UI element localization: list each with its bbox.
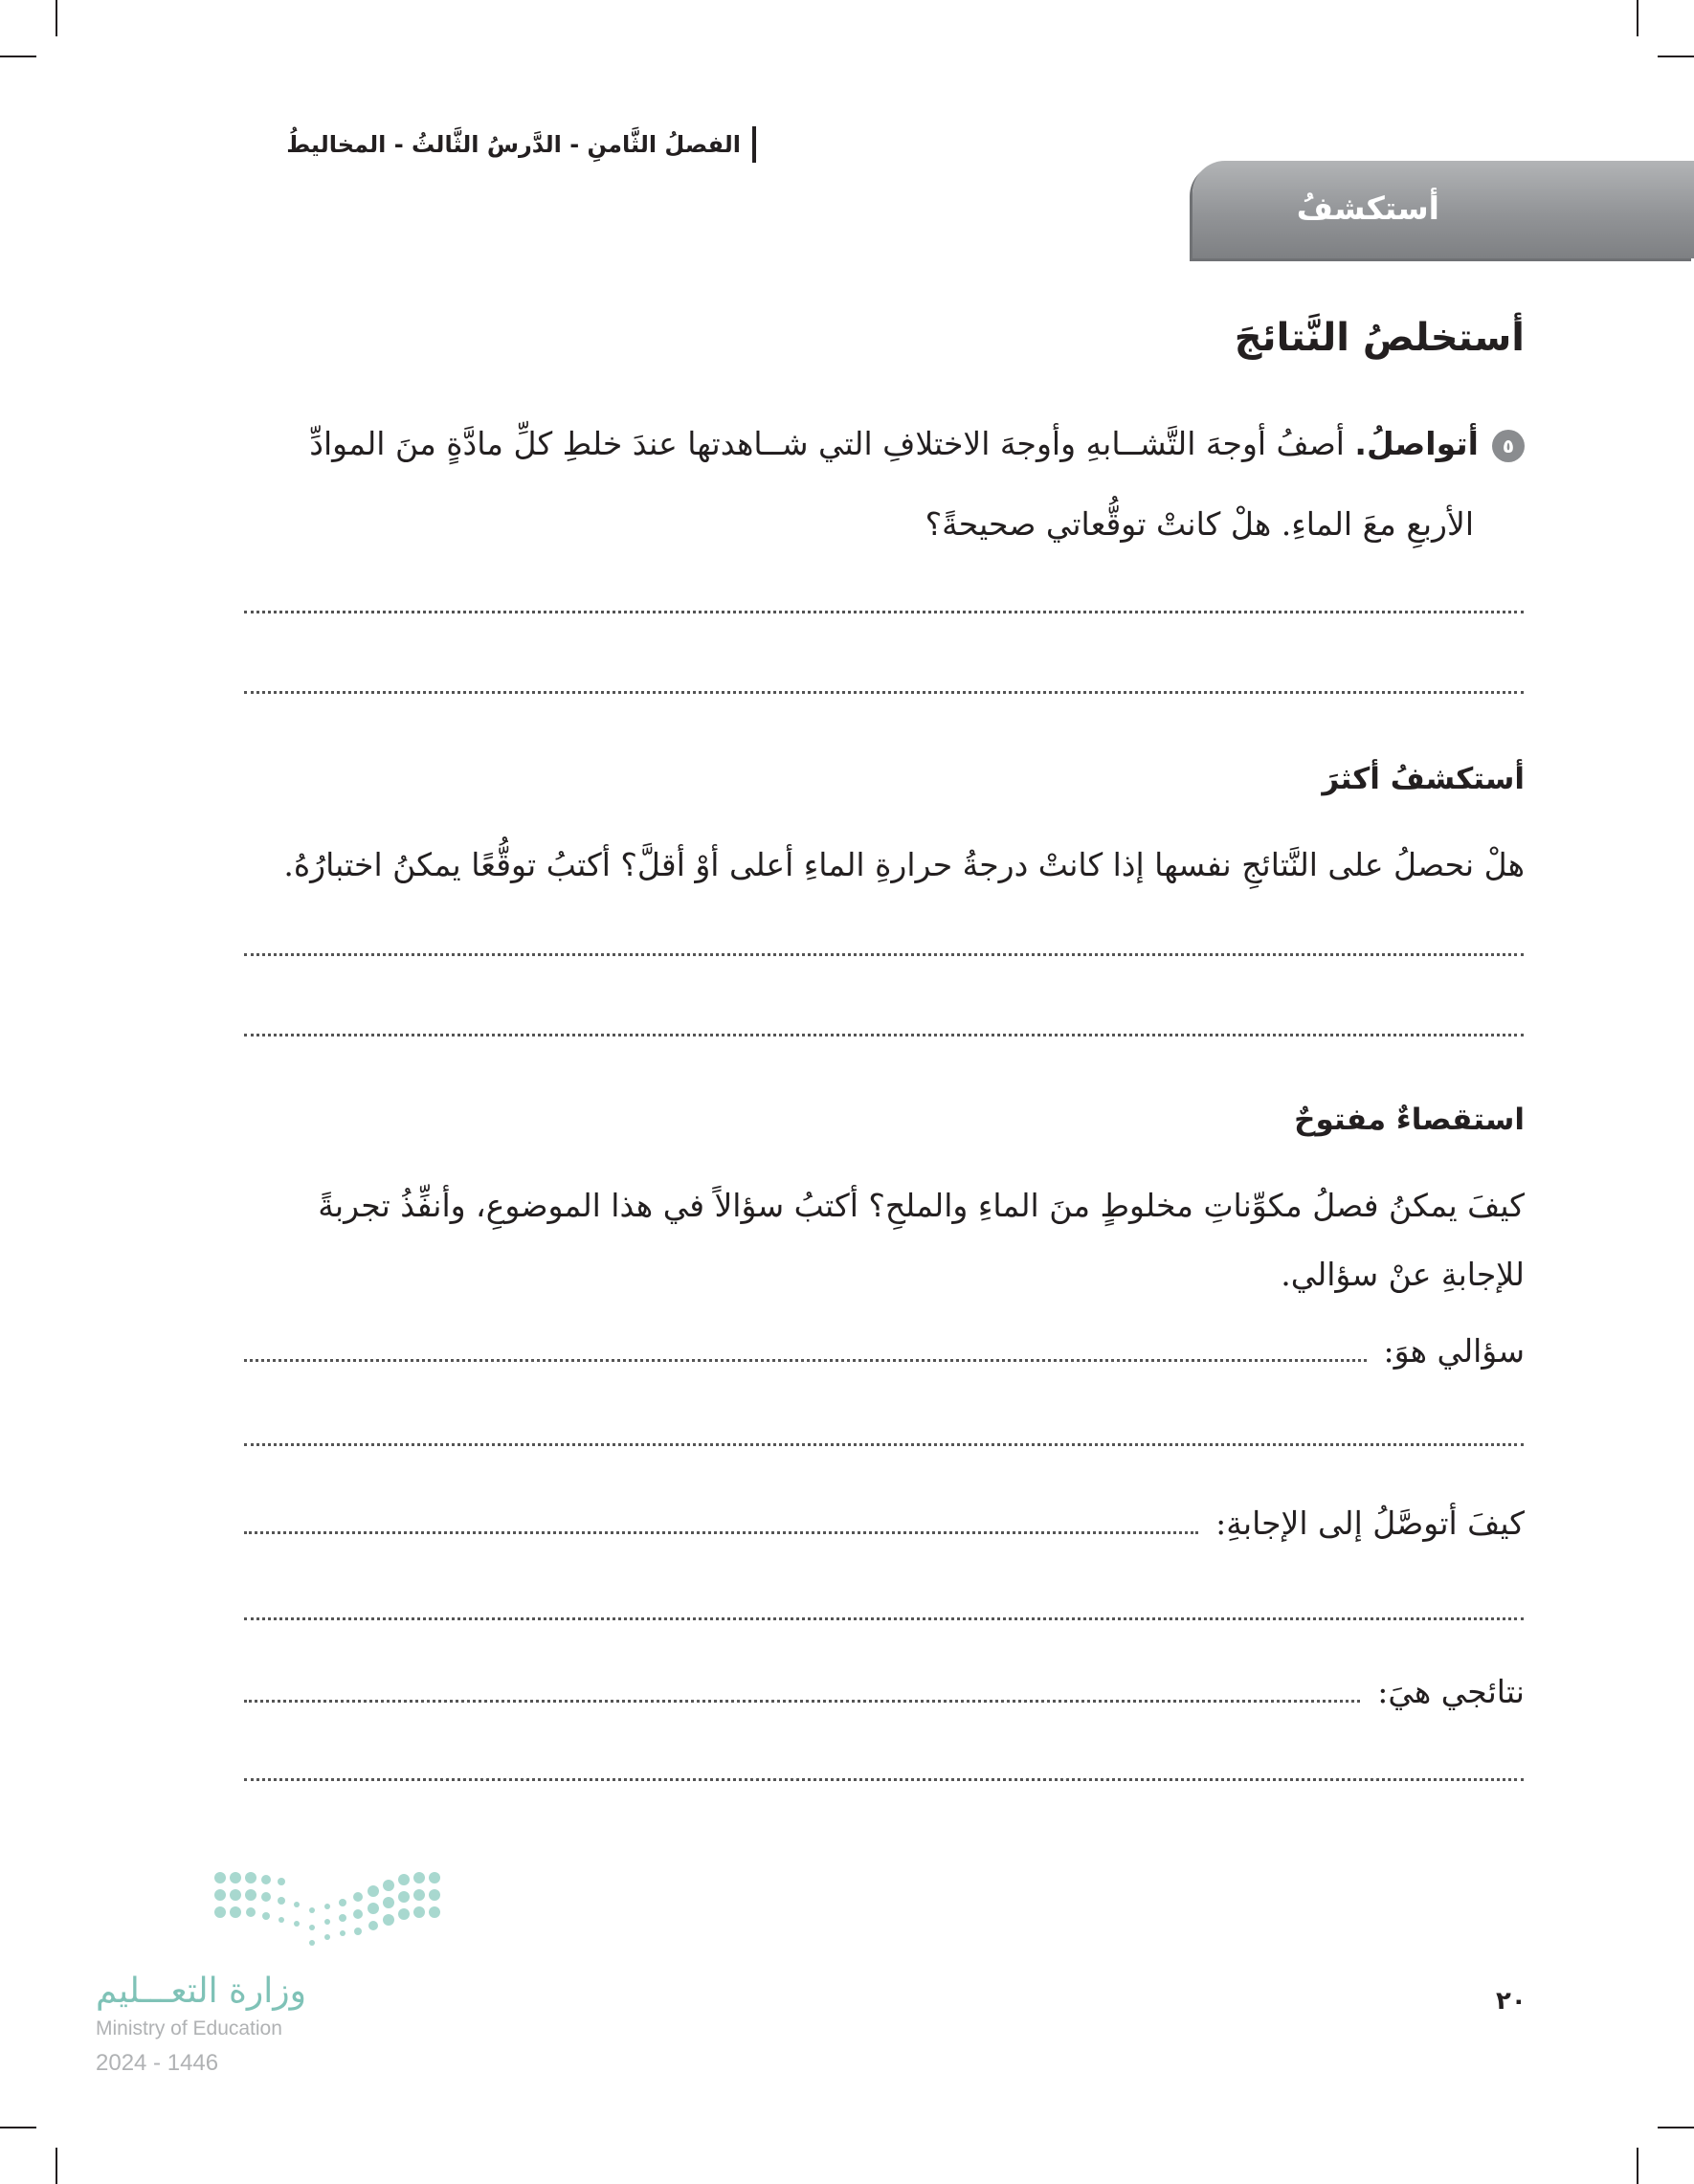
section-tab-label: أستكشفُ [1296, 189, 1439, 227]
question-5-line-1 [252, 406, 1525, 482]
answer-line[interactable] [244, 953, 1524, 956]
crop-mark [1658, 2127, 1694, 2128]
how-reach-answer-line[interactable] [244, 1531, 1198, 1534]
question-text: أصفُ أوجهَ التَّشــابهِ وأوجهَ الاختلافِ التي شــاهدتها عندَ خلطِ كلِّ مادَّةٍ منَ الموادِّ [309, 425, 1345, 462]
ministry-dots-icon [96, 1866, 459, 1962]
my-results-label: نتائجي هيَ: [1377, 1673, 1525, 1710]
ministry-logo [96, 1866, 459, 1966]
ministry-name-english: Ministry of Education [96, 2017, 282, 2039]
how-reach-label: كيفَ أتوصَّلُ إلى الإجابةِ: [1215, 1504, 1525, 1542]
answer-line[interactable] [244, 1617, 1524, 1620]
my-question-row [244, 1332, 1525, 1370]
crop-mark [56, 0, 57, 36]
crop-mark [1637, 2148, 1638, 2184]
question-5-line-2: الأربعِ معَ الماءِ. هلْ كانتْ توقُّعاتي صحيحةً؟ [925, 505, 1474, 543]
explore-more-heading: أستكشفُ أكثرَ [1322, 762, 1525, 796]
crop-mark [1637, 0, 1638, 36]
crop-mark [1658, 56, 1694, 57]
crop-mark [0, 2127, 36, 2128]
answer-line[interactable] [244, 691, 1524, 694]
answer-line[interactable] [244, 1034, 1524, 1036]
ministry-name-arabic: وزارة التعـــليم [96, 1972, 307, 2011]
my-results-answer-line[interactable] [244, 1700, 1360, 1703]
page-number: ٢٠ [1496, 1987, 1527, 2016]
conclusions-heading: أستخلصُ النَّتائجَ [1234, 316, 1525, 360]
my-question-answer-line[interactable] [244, 1359, 1367, 1362]
crop-mark [0, 56, 36, 57]
question-number-badge: ٥ [1492, 430, 1525, 462]
explore-more-text: هلْ نحصلُ على النَّتائجِ نفسها إذا كانتْ درجةُ حرارةِ الماءِ أعلى أوْ أقلَّ؟ أكتبُ توقُّعًا يمكنُ اختبارُهُ. [283, 846, 1525, 883]
answer-line[interactable] [244, 1443, 1524, 1446]
breadcrumb [286, 126, 756, 163]
my-question-label: سؤالي هوَ: [1383, 1332, 1525, 1370]
open-inquiry-heading: استقصاءٌ مفتوحٌ [1294, 1103, 1525, 1137]
breadcrumb-bar [752, 126, 756, 163]
open-inquiry-text-line-2: للإجابةِ عنْ سؤالي. [1281, 1256, 1525, 1293]
section-tab [1192, 161, 1694, 258]
crop-mark [56, 2148, 57, 2184]
breadcrumb-text: الفصلُ الثَّامنِ - الدَّرسُ الثَّالثُ - المخاليطُ [286, 131, 741, 158]
my-results-row [244, 1673, 1525, 1710]
open-inquiry-text-line-1: كيفَ يمكنُ فصلُ مكوِّناتِ مخلوطٍ منَ الماءِ والملحِ؟ أكتبُ سؤالاً في هذا الموضوعِ، وأنفِّذُ تجربةً [318, 1187, 1525, 1224]
ministry-year: 2024 - 1446 [96, 2050, 219, 2076]
answer-line[interactable] [244, 1778, 1524, 1781]
question-keyword: أتواصلُ. [1354, 425, 1479, 462]
answer-line[interactable] [244, 611, 1524, 613]
how-reach-row [244, 1504, 1525, 1542]
